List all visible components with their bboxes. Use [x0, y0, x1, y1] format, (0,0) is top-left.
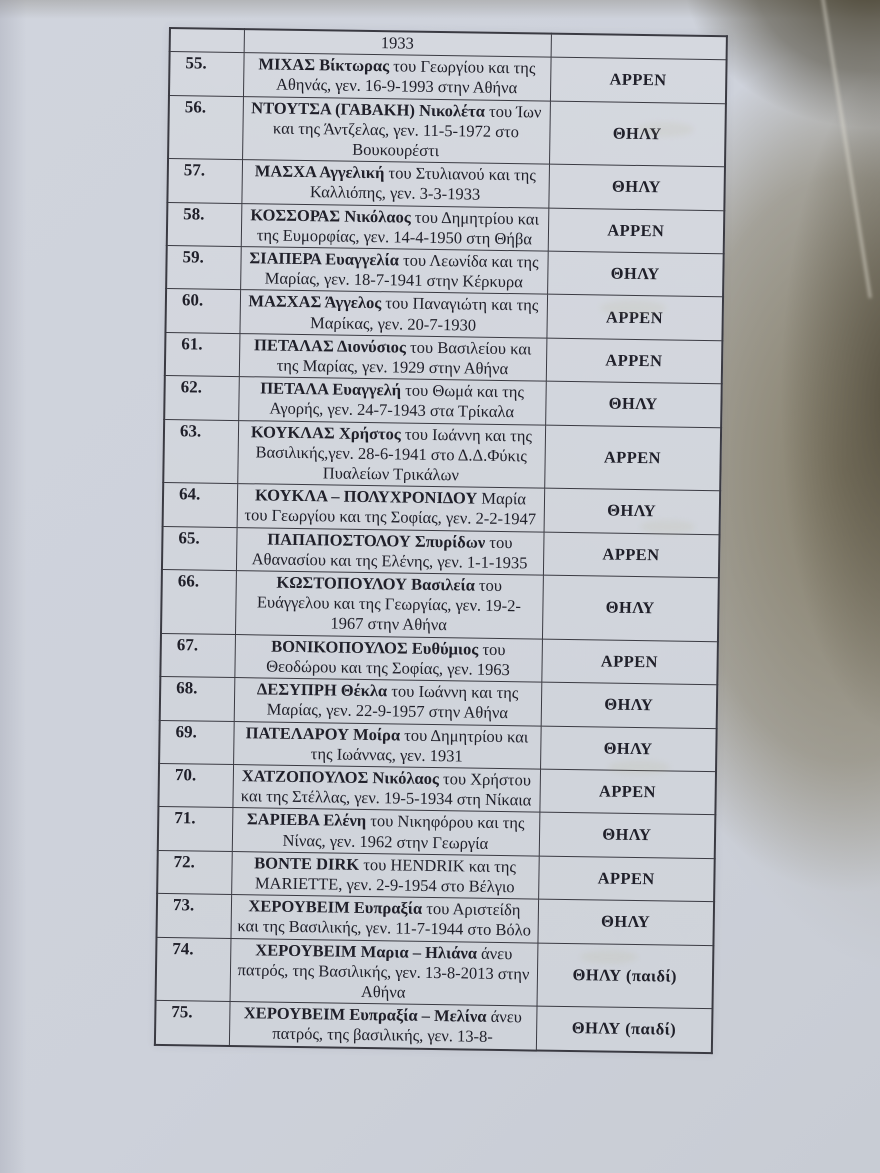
table-row: [161, 570, 719, 642]
person-name: ΠΑΤΕΛΑΡΟΥ Μοίρα: [245, 722, 401, 745]
person-name: BONTE DIRK: [254, 853, 360, 874]
name-details-cell: [242, 96, 550, 164]
row-number: 57.: [167, 159, 242, 203]
person-details: 1933: [380, 33, 414, 53]
name-details-cell: [230, 938, 538, 1006]
name-details-cell: [232, 808, 540, 856]
gender-cell: ΘΗΛΥ: [542, 575, 719, 641]
paper-edge-highlight: [817, 0, 872, 298]
person-name: ΚΩΣΤΟΠΟΥΛΟΥ Βασιλεία: [276, 572, 476, 595]
table-row: [156, 937, 714, 1009]
person-name: ΠΑΠΑΠΟΣΤΟΛΟΥ Σπυρίδων: [267, 529, 486, 552]
name-details-cell: [239, 290, 547, 338]
row-number: 75.: [155, 1001, 230, 1046]
name-details-cell: [241, 203, 549, 251]
name-details-cell: [241, 160, 549, 208]
table-row: [163, 419, 721, 491]
person-details: του Γεωργίου και της Αθηνάς, γεν. 16-9-1993 στην Αθήνα: [275, 56, 536, 98]
gender-cell: ΑΡΡΕΝ: [538, 856, 715, 902]
person-details: του Ίων και της Άντζελας, γεν. 11-5-1972 στο Βουκουρέστι: [272, 101, 542, 161]
gender-cell: ΘΗΛΥ: [548, 164, 725, 210]
gender-cell: ΑΡΡΕΝ: [541, 639, 718, 685]
registry-table-body: [155, 28, 727, 1053]
person-details: του Νικηφόρου και της Νίνας, γεν. 1962 στην Γεωργία: [282, 811, 525, 853]
row-number: 72.: [157, 850, 232, 894]
name-details-cell: [237, 420, 545, 488]
person-name: ΣΑΡΙΕΒΑ Ελένη: [246, 809, 367, 831]
gender-cell: ΘΗΛΥ: [545, 381, 722, 427]
name-details-cell: [232, 764, 540, 812]
person-name: ΧΕΡΟΥΒΕΙΜ Μαρια – Ηλιάνα: [255, 939, 478, 963]
person-details: Μαρία του Γεωργίου και της Σοφίας, γεν. 2-2-1947: [244, 488, 537, 529]
gender-cell: ΘΗΛΥ: [541, 682, 718, 728]
row-number: 69.: [159, 720, 234, 764]
person-details: του Θωμά και της Αγορής, γεν. 24-7-1943 στα Τρίκαλα: [269, 380, 525, 422]
person-details: του Ιωάννη και της Βασιλικής,γεν. 28-6-1941 στο Δ.Δ.Φύκις Πυαλείων Τρικάλων: [255, 424, 533, 485]
gender-cell: ΑΡΡΕΝ: [539, 769, 716, 815]
gender-cell: ΘΗΛΥ: [540, 726, 717, 772]
name-details-cell: [234, 678, 542, 726]
person-name: ΧΕΡΟΥΒΕΙΜ Ευπραξία – Μελίνα: [243, 1003, 487, 1026]
person-name: ΜΙΧΑΣ Βίκτωρας: [258, 54, 390, 76]
person-name: ΠΕΤΑΛΑΣ Διονύσιος: [254, 335, 407, 357]
row-number: 68.: [160, 677, 235, 721]
name-details-cell: [234, 634, 542, 682]
name-details-cell: [235, 571, 543, 639]
gender-cell: ΑΡΡΕΝ: [546, 338, 723, 384]
person-details: του Δημητρίου και της Ευμορφίας, γεν. 14-4-1950 στη Θήβα: [256, 207, 540, 249]
gender-cell: ΑΡΡΕΝ: [548, 208, 725, 254]
person-details: του Ευάγγελου και της Γεωργίας, γεν. 19-2-1967 στην Αθήνα: [256, 575, 522, 635]
gender-cell: ΘΗΛΥ: [544, 488, 721, 534]
table-row: [168, 95, 726, 167]
gender-cell: [551, 34, 727, 60]
person-details: του Χρήστου και της Στέλλας, γεν. 19-5-1934 στη Νίκαια: [240, 769, 532, 810]
person-name: ΜΑΣΧΑ Αγγελική: [254, 161, 385, 183]
row-number: 63.: [163, 419, 238, 484]
person-details: του Ιωάννη και της Μαρίας, γεν. 22-9-1957 στην Αθήνα: [266, 681, 519, 723]
row-number: 71.: [158, 807, 233, 851]
gender-cell: ΘΗΛΥ (παιδί): [536, 1006, 713, 1053]
person-name: ΧΑΤΖΟΠΟΥΛΟΣ Νικόλαος: [241, 766, 440, 788]
name-details-cell: [236, 527, 544, 575]
gender-cell: ΘΗΛΥ: [549, 101, 726, 167]
name-details-cell: [238, 377, 546, 425]
gender-cell: ΑΡΡΕΝ: [544, 425, 721, 491]
person-details: του Δημητρίου και της Ιωάννας, γεν. 1931: [310, 725, 529, 766]
row-number: 73.: [156, 894, 231, 938]
table-row: [155, 1001, 713, 1053]
person-name: ΠΕΤΑΛΑ Ευαγγελή: [260, 378, 402, 400]
name-details-cell: [233, 721, 541, 769]
person-details: άνευ πατρός, της Βασιλικής, γεν. 13-8-2013 στην Αθήνα: [237, 943, 530, 1002]
name-details-cell: [240, 247, 548, 295]
person-details: του Αθανασίου και της Ελένης, γεν. 1-1-1935: [251, 532, 528, 573]
row-number: 58.: [167, 202, 242, 246]
name-details-cell: [239, 333, 547, 381]
row-number: 61.: [165, 332, 240, 376]
row-number: 67.: [160, 633, 235, 677]
gender-cell: ΘΗΛΥ: [547, 251, 724, 297]
person-name: ΜΑΣΧΑΣ Άγγελος: [248, 291, 382, 313]
gender-cell: ΘΗΛΥ (παιδί): [537, 943, 714, 1009]
name-details-cell: [229, 1002, 537, 1050]
person-details: του Βασιλείου και της Μαρίας, γεν. 1929 στην Αθήνα: [276, 337, 532, 379]
gender-cell: ΑΡΡΕΝ: [546, 295, 723, 341]
person-details: άνευ πατρός, της βασιλικής, γεν. 13-8-: [272, 1007, 523, 1047]
name-details-cell: [231, 851, 539, 899]
person-details: του Παναγιώτη και της Μαρίκας, γεν. 20-7-1930: [309, 293, 539, 335]
name-details-cell: [230, 895, 538, 943]
person-details: του Λεωνίδα και της Μαρίας, γεν. 18-7-1941 στην Κέρκυρα: [264, 250, 539, 292]
name-details-cell: [237, 484, 545, 532]
person-name: ΝΤΟΥΤΣΑ (ΓΑΒΑΚΗ) Νικολέτα: [251, 97, 486, 121]
person-details: του Αριστείδη και της Βασιλικής, γεν. 11-7-1944 στο Βόλο: [237, 899, 532, 940]
gender-cell: ΑΡΡΕΝ: [543, 532, 720, 578]
row-number: 59.: [166, 246, 241, 290]
registry-table: [154, 27, 728, 1054]
person-name: ΔΕΣΥΠΡΗ Θέκλα: [256, 679, 388, 701]
row-number: 55.: [169, 52, 244, 96]
person-name: ΚΟΥΚΛΑΣ Χρήστος: [250, 421, 401, 444]
row-number: 56.: [168, 95, 243, 160]
person-name: ΧΕΡΟΥΒΕΙΜ Ευπραξία: [248, 896, 423, 918]
row-number: 65.: [162, 526, 237, 570]
person-details: του Θεοδώρου και της Σοφίας, γεν. 1963: [266, 639, 510, 680]
gender-cell: ΘΗΛΥ: [537, 899, 714, 945]
person-name: ΚΟΣΣΟΡΑΣ Νικόλαος: [250, 204, 411, 227]
person-name: ΒΟΝΙΚΟΠΟΥΛΟΣ Ευθύμιος: [271, 636, 479, 659]
row-number: 64.: [163, 483, 238, 527]
row-number: [170, 28, 244, 53]
row-number: 66.: [161, 570, 236, 635]
row-number: 74.: [156, 937, 231, 1002]
person-details: του HENDRIK και της MARIETTE, γεν. 2-9-1954 στο Βέλγιο: [254, 854, 517, 897]
row-number: 60.: [165, 289, 240, 333]
person-details: του Στυλιανού και της Καλλιόπης, γεν. 3-3-1933: [309, 163, 536, 205]
gender-cell: ΑΡΡΕΝ: [550, 57, 727, 103]
row-number: 70.: [158, 763, 233, 807]
gender-cell: ΘΗΛΥ: [539, 812, 716, 858]
row-number: 62.: [164, 376, 239, 420]
person-name: ΣΙΑΠΕΡΑ Ευαγγελία: [249, 248, 400, 270]
person-name: ΚΟΥΚΛΑ – ΠΟΛΥΧΡΟΝΙΔΟΥ: [254, 485, 478, 508]
name-details-cell: [243, 53, 551, 101]
